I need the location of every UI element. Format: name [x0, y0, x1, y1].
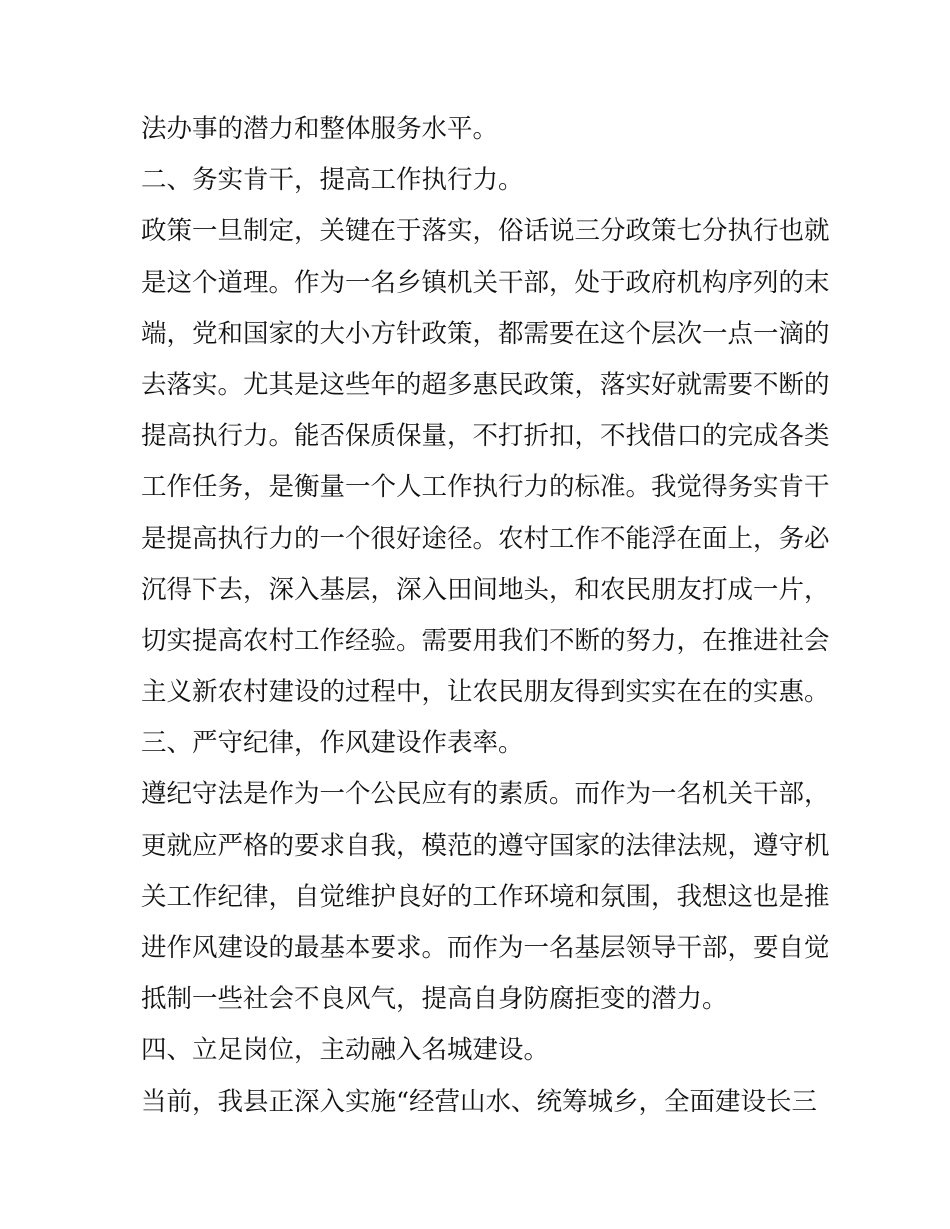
text-line: 端，党和国家的大小方针政策，都需要在这个层次一点一滴的	[141, 318, 830, 349]
text-line: 进作风建设的最基本要求。而作为一名基层领导干部，要自觉	[141, 933, 830, 963]
text-line: 抵制一些社会不良风气，提高自身防腐拒变的潜力。	[141, 984, 728, 1015]
document-body	[141, 104, 830, 1128]
section-heading-4: 四、立足岗位，主动融入名城建设。	[141, 1035, 550, 1066]
section-heading-2: 二、务实肯干，提高工作执行力。	[141, 165, 524, 196]
text-line: 提高执行力。能否保质保量，不打折扣，不找借口的完成各类	[141, 421, 830, 452]
text-line: 是这个道理。作为一名乡镇机关干部，处于政府机构序列的末	[141, 267, 830, 298]
text-line: 主义新农村建设的过程中，让农民朋友得到实实在在的实惠。	[141, 677, 830, 708]
text-line: 关工作纪律，自觉维护良好的工作环境和氛围，我想这也是推	[141, 881, 830, 912]
text-line: 去落实。尤其是这些年的超多惠民政策，落实好就需要不断的	[141, 369, 830, 400]
text-line: 切实提高农村工作经验。需要用我们不断的努力，在推进社会	[141, 625, 830, 656]
text-line: 更就应严格的要求自我，模范的遵守国家的法律法规，遵守机	[141, 830, 830, 861]
text-line: 是提高执行力的一个很好途径。农村工作不能浮在面上，务必	[141, 523, 830, 554]
section-heading-3: 三、严守纪律，作风建设作表率。	[141, 728, 524, 759]
text-line: 当前，我县正深入实施“经营山水、统筹城乡，全面建设长三	[141, 1086, 818, 1117]
text-line: 沉得下去，深入基层，深入田间地头，和农民朋友打成一片，	[141, 574, 830, 605]
text-line: 法办事的潜力和整体服务水平。	[141, 114, 499, 144]
text-line: 工作任务，是衡量一个人工作执行力的标准。我觉得务实肯干	[141, 472, 830, 503]
text-line: 政策一旦制定，关键在于落实，俗话说三分政策七分执行也就	[141, 216, 830, 247]
text-line: 遵纪守法是作为一个公民应有的素质。而作为一名机关干部，	[141, 779, 830, 810]
